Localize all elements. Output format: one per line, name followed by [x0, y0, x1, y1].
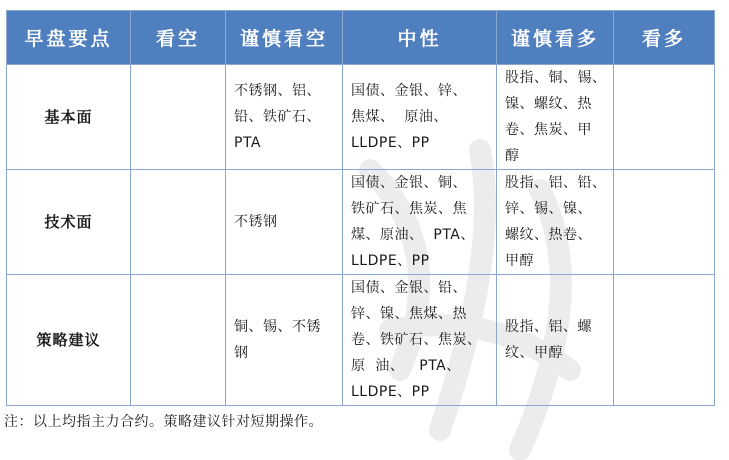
table-row	[7, 275, 715, 406]
cell-bearish	[131, 275, 226, 406]
header-cell-cautious-bullish: 谨慎看多	[497, 11, 614, 65]
cell-cautious-bearish: 不锈钢	[226, 170, 343, 275]
cell-cautious-bullish: 股指、铜、锡、 镍、螺纹、热 卷、焦炭、甲 醇	[497, 65, 614, 170]
table-row	[7, 65, 715, 170]
footnote: 注：以上均指主力合约。策略建议针对短期操作。	[4, 414, 323, 430]
market-outlook-table	[6, 10, 715, 406]
table-row	[7, 170, 715, 275]
cell-neutral: 国债、金银、铅、 锌、镍、焦煤、热 卷、铁矿石、焦炭、 原 油、 PTA、 LLDPE、PP	[343, 275, 497, 406]
cell-cautious-bearish: 不锈钢、铝、 铅、铁矿石、 PTA	[226, 65, 343, 170]
cell-neutral: 国债、金银、锌、 焦煤、 原油、 LLDPE、PP	[343, 65, 497, 170]
cell-neutral: 国债、金银、铜、 铁矿石、焦炭、焦 煤、原油、 PTA、 LLDPE、PP	[343, 170, 497, 275]
header-cell-neutral: 中性	[343, 11, 497, 65]
cell-cautious-bullish: 股指、铝、螺 纹、甲醇	[497, 275, 614, 406]
header-cell-cautious-bearish: 谨慎看空	[226, 11, 343, 65]
cell-bullish	[614, 65, 715, 170]
table-header-row	[7, 11, 715, 65]
header-cell-topic: 早盘要点	[7, 11, 131, 65]
cell-bullish	[614, 170, 715, 275]
cell-bearish	[131, 65, 226, 170]
header-cell-bearish: 看空	[131, 11, 226, 65]
cell-cautious-bearish: 铜、锡、不锈 钢	[226, 275, 343, 406]
row-label-fundamentals: 基本面	[7, 65, 131, 170]
cell-bullish	[614, 275, 715, 406]
row-label-technicals: 技术面	[7, 170, 131, 275]
row-label-strategy: 策略建议	[7, 275, 131, 406]
header-cell-bullish: 看多	[614, 11, 715, 65]
cell-bearish	[131, 170, 226, 275]
cell-cautious-bullish: 股指、铝、铅、 锌、锡、镍、 螺纹、热卷、 甲醇	[497, 170, 614, 275]
